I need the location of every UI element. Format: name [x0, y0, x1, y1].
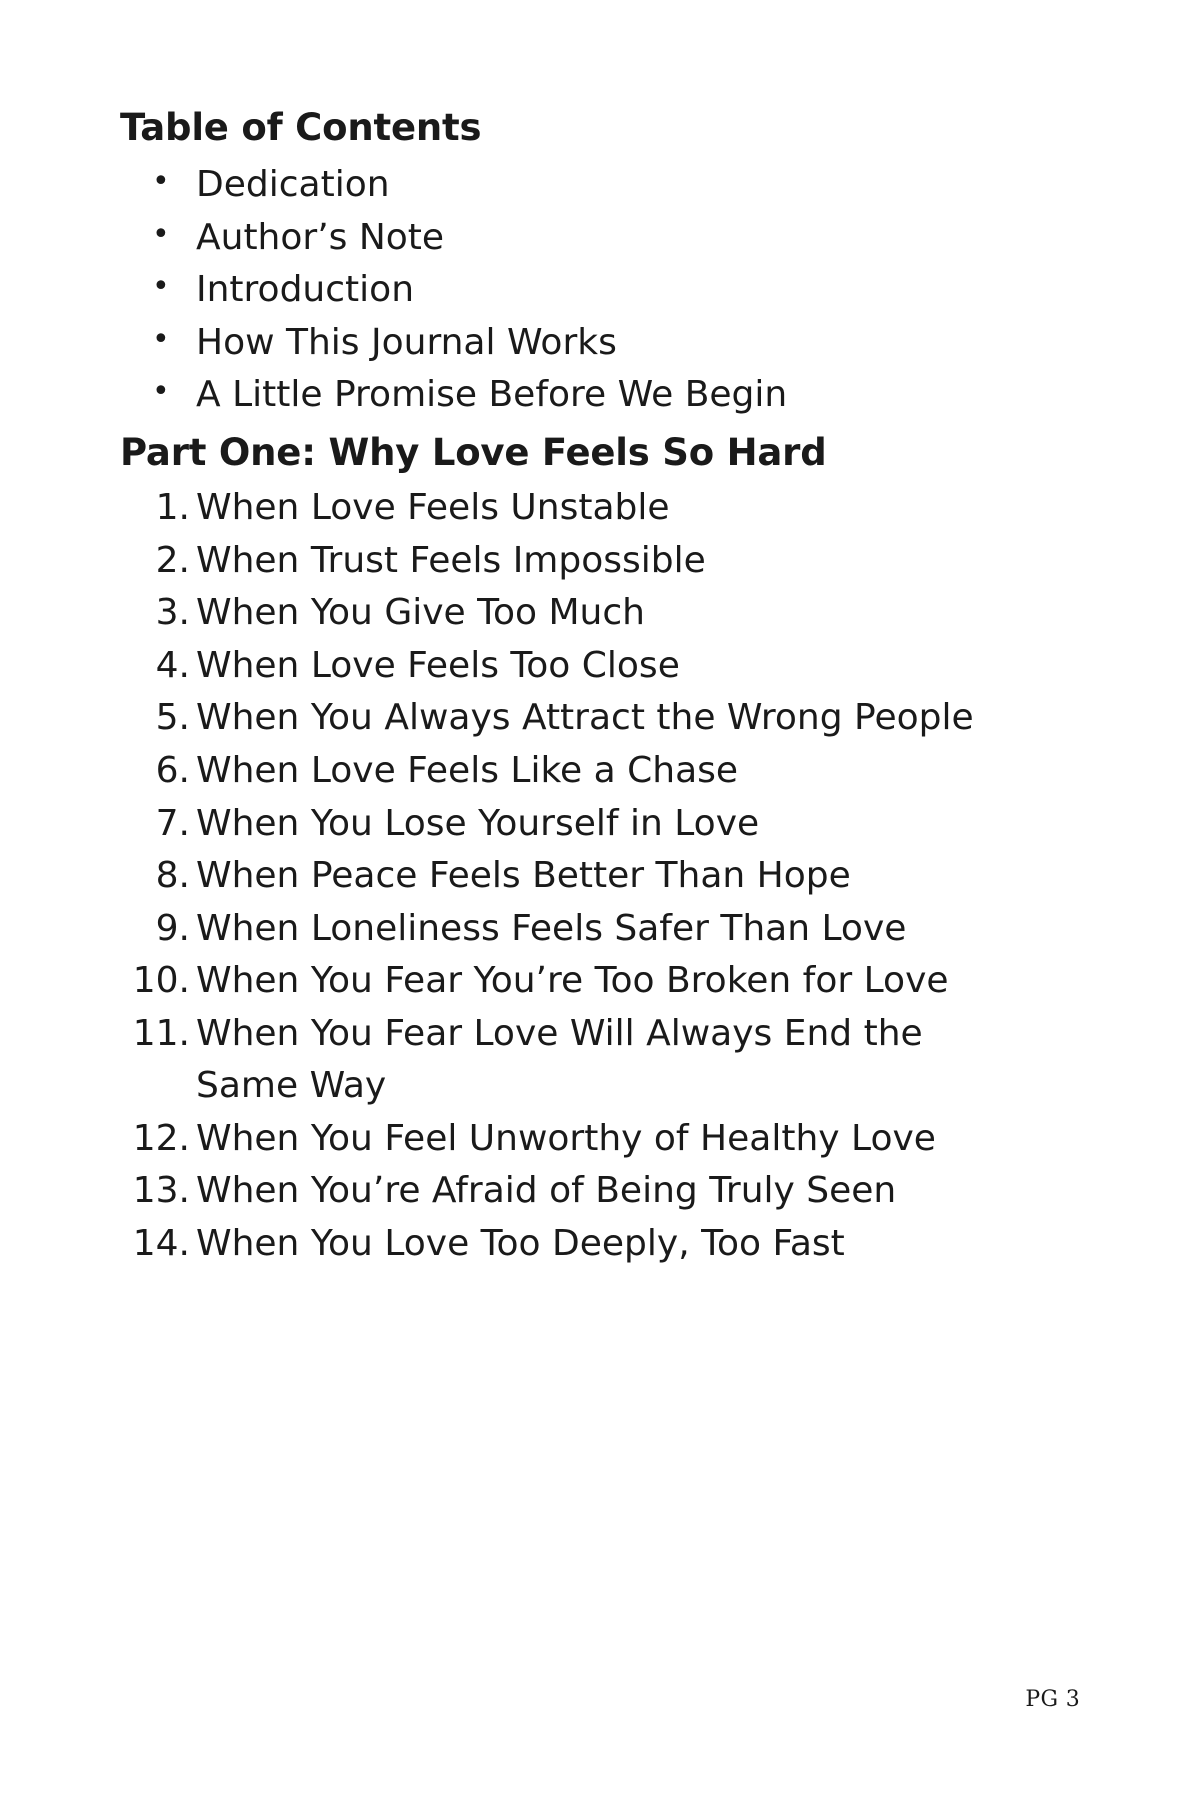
list-item-number: 5.: [155, 697, 190, 739]
list-item-label: When Love Feels Unstable: [196, 487, 670, 529]
list-item: [120, 692, 1080, 745]
list-item: [120, 317, 1080, 370]
list-item-number: 13.: [132, 1170, 190, 1212]
list-item-label: When You Always Attract the Wrong People: [196, 697, 974, 739]
bullet-icon: •: [152, 164, 170, 200]
list-item: [120, 369, 1080, 422]
list-item-number: 9.: [155, 907, 190, 949]
list-item: [120, 1008, 1080, 1113]
list-item: [120, 587, 1080, 640]
page-number: PG 3: [1025, 1687, 1080, 1712]
list-item-label: Dedication: [196, 164, 390, 206]
list-item-number: 4.: [155, 644, 190, 686]
list-item: [120, 1165, 1080, 1218]
bullet-icon: •: [152, 269, 170, 305]
list-item-number: 12.: [132, 1117, 190, 1159]
list-item: [120, 955, 1080, 1008]
list-item-label: When Trust Feels Impossible: [196, 539, 706, 581]
list-item: [120, 640, 1080, 693]
list-item-number: 1.: [155, 487, 190, 529]
bullet-icon: •: [152, 321, 170, 357]
chapter-list: [120, 482, 1080, 1270]
front-matter-list: [120, 159, 1080, 422]
list-item-number: 6.: [155, 749, 190, 791]
list-item-label: When You Fear You’re Too Broken for Love: [196, 960, 949, 1002]
list-item: [120, 745, 1080, 798]
list-item-label: When You Fear Love Will Always End the Same Way: [196, 1012, 923, 1107]
list-item-label: When You Lose Yourself in Love: [196, 802, 760, 844]
list-item: [120, 1218, 1080, 1271]
list-item-number: 11.: [132, 1012, 190, 1054]
list-item-label: When You’re Afraid of Being Truly Seen: [196, 1170, 897, 1212]
list-item: [120, 212, 1080, 265]
list-item-label: When Loneliness Feels Safer Than Love: [196, 907, 907, 949]
list-item-label: When You Love Too Deeply, Too Fast: [196, 1222, 845, 1264]
bullet-icon: •: [152, 216, 170, 252]
list-item: [120, 1113, 1080, 1166]
list-item: [120, 264, 1080, 317]
page-title: Table of Contents: [120, 106, 482, 149]
list-item-label: A Little Promise Before We Begin: [196, 374, 788, 416]
list-item-label: When You Give Too Much: [196, 592, 645, 634]
list-item-number: 2.: [155, 539, 190, 581]
list-item: [120, 850, 1080, 903]
list-item-label: When Love Feels Too Close: [196, 644, 680, 686]
list-item: [120, 535, 1080, 588]
list-item-label: Author’s Note: [196, 216, 445, 258]
bullet-icon: •: [152, 374, 170, 410]
section-heading-part-one: Part One: Why Love Feels So Hard: [120, 430, 827, 474]
list-item: [120, 903, 1080, 956]
list-item-number: 14.: [132, 1222, 190, 1264]
list-item-number: 10.: [132, 960, 190, 1002]
list-item: [120, 482, 1080, 535]
list-item-number: 7.: [155, 802, 190, 844]
list-item: [120, 159, 1080, 212]
list-item-number: 3.: [155, 592, 190, 634]
list-item-label: Introduction: [196, 269, 415, 311]
list-item-label: How This Journal Works: [196, 321, 617, 363]
list-item-label: When Peace Feels Better Than Hope: [196, 855, 851, 897]
list-item-label: When You Feel Unworthy of Healthy Love: [196, 1117, 936, 1159]
list-item-label: When Love Feels Like a Chase: [196, 749, 739, 791]
list-item: [120, 798, 1080, 851]
list-item-number: 8.: [155, 855, 190, 897]
